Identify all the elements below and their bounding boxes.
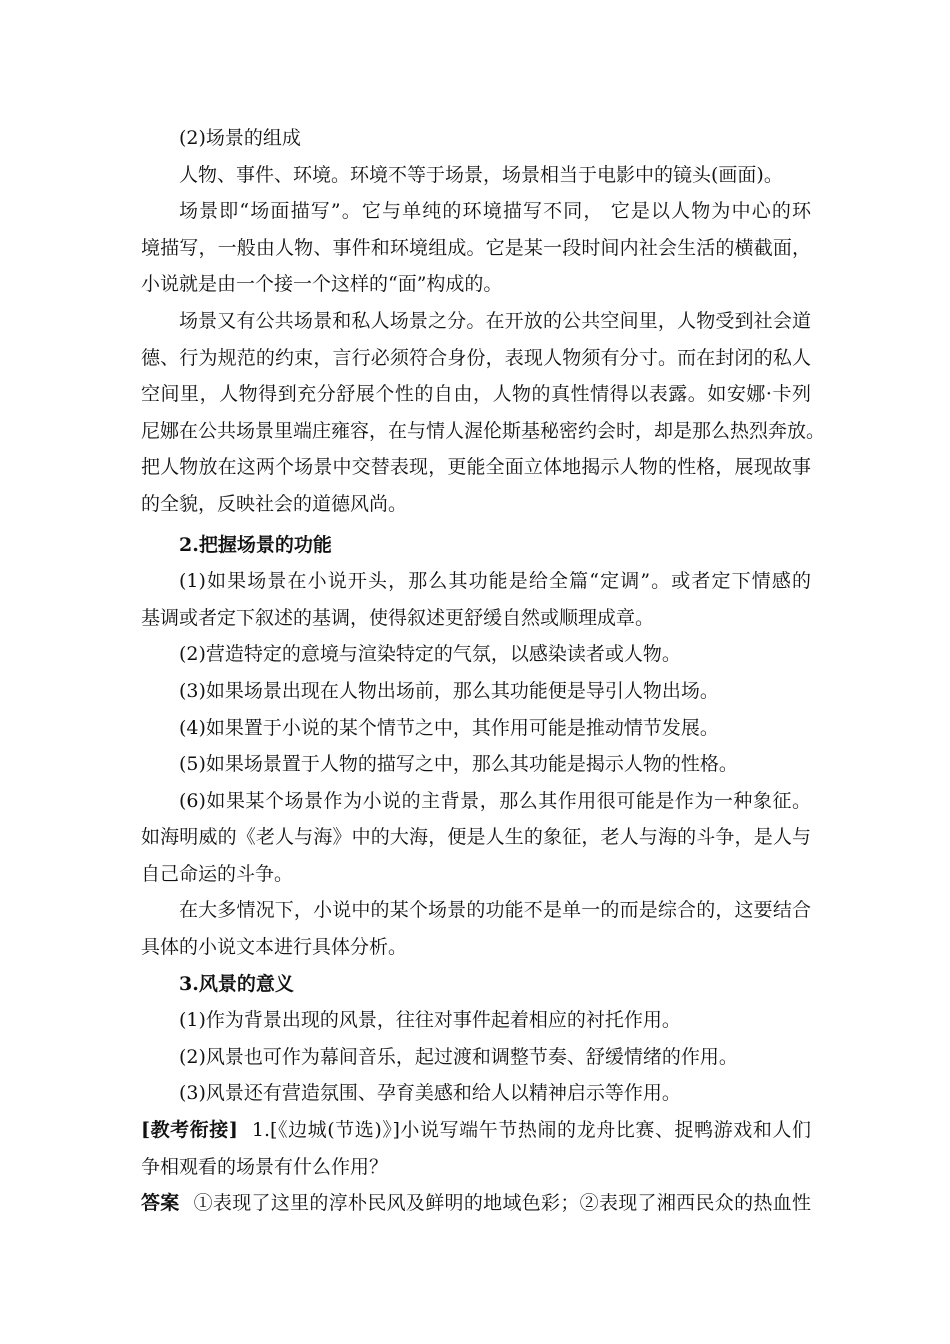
section-label: 答案	[141, 1192, 180, 1215]
line-text: 如海明威的《老人与海》中的大海，便是人生的象征，老人与海的斗争，是人与	[141, 826, 811, 849]
text-line	[141, 486, 811, 523]
paragraph	[141, 527, 811, 564]
text-line	[141, 600, 811, 637]
line-text: 具体的小说文本进行具体分析。	[141, 936, 408, 959]
text-line	[141, 303, 811, 340]
paragraph	[141, 892, 811, 965]
line-text: 在大多情况下，小说中的某个场景的功能不是单一的而是综合的，这要结合	[179, 899, 811, 922]
paragraph	[141, 783, 811, 893]
paragraph	[141, 710, 811, 747]
line-text: (3)如果场景出现在人物出场前，那么其功能便是导引人物出场。	[179, 679, 719, 702]
paragraph	[141, 120, 811, 157]
text-line	[141, 746, 811, 783]
paragraph	[141, 157, 811, 194]
line-text: (1)如果场景在小说开头，那么其功能是给全篇“定调”。或者定下情感的	[179, 570, 811, 593]
text-line	[141, 230, 811, 267]
text-line	[141, 636, 811, 673]
line-text: (3)风景还有营造氛围、孕育美感和给人以精神启示等作用。	[179, 1082, 681, 1105]
paragraph	[141, 1002, 811, 1039]
text-line	[141, 819, 811, 856]
text-line	[141, 710, 811, 747]
text-line	[141, 892, 811, 929]
paragraph	[141, 966, 811, 1003]
paragraph	[141, 303, 826, 523]
text-line	[141, 1149, 811, 1186]
text-line	[141, 120, 811, 157]
paragraph	[141, 193, 811, 303]
line-text: 3.风景的意义	[179, 972, 294, 995]
text-line	[141, 376, 811, 413]
text-line	[141, 527, 811, 564]
text-line	[141, 673, 811, 710]
text-line	[141, 1075, 811, 1112]
text-line	[141, 157, 811, 194]
text-line	[141, 340, 811, 377]
paragraph	[141, 746, 811, 783]
paragraph	[141, 1039, 811, 1076]
line-text: 空间里，人物得到充分舒展个性的自由，人物的真性情得以表露。如安娜·卡列	[141, 383, 811, 406]
line-text: 的全貌，反映社会的道德风尚。	[141, 492, 408, 515]
paragraph	[141, 1112, 811, 1185]
paragraph	[141, 636, 811, 673]
line-text: 争相观看的场景有什么作用？	[141, 1155, 389, 1178]
text-line	[141, 783, 811, 820]
line-text: (2)营造特定的意境与渲染特定的气氛，以感染读者或人物。	[179, 643, 681, 666]
line-text: (2)场景的组成	[179, 127, 301, 149]
line-text: 境描写，一般由人物、事件和环境组成。它是某一段时间内社会生活的横截面，	[141, 236, 811, 259]
text-line	[141, 1039, 811, 1076]
text-line	[141, 266, 811, 303]
document-page	[141, 120, 826, 1222]
paragraph	[141, 563, 811, 636]
line-text: (6)如果某个场景作为小说的主背景，那么其作用很可能是作为一种象征。	[179, 789, 811, 812]
text-line	[141, 929, 811, 966]
text-line	[141, 193, 811, 230]
text-line	[141, 1112, 811, 1149]
line-text: (5)如果场景置于人物的描写之中，那么其功能是揭示人物的性格。	[179, 753, 738, 776]
text-line	[141, 856, 811, 893]
text-line	[141, 966, 811, 1003]
line-text: 基调或者定下叙述的基调，使得叙述更舒缓自然或顺理成章。	[141, 606, 655, 629]
text-line	[141, 1185, 811, 1222]
text-line	[141, 1002, 811, 1039]
line-text: 尼娜在公共场景里端庄雍容，在与情人渥伦斯基秘密约会时，却是那么热烈奔放。	[141, 419, 826, 442]
line-text: ①表现了这里的淳朴民风及鲜明的地域色彩；②表现了湘西民众的热血性	[193, 1192, 811, 1215]
text-line	[141, 449, 811, 486]
text-line	[141, 413, 826, 450]
line-text: 人物、事件、环境。环境不等于场景，场景相当于电影中的镜头(画面)。	[179, 163, 783, 186]
paragraph	[141, 1075, 811, 1112]
line-text: 1.[《边城(节选)》]小说写端午节热闹的龙舟比赛、捉鸭游戏和人们	[251, 1119, 811, 1142]
line-text: 自己命运的斗争。	[141, 862, 294, 885]
line-text: 2.把握场景的功能	[179, 533, 332, 556]
paragraph	[141, 673, 811, 710]
line-text: 场景即“场面描写”。它与单纯的环境描写不同， 它是以人物为中心的环	[179, 200, 811, 223]
section-label: [教考衔接]	[141, 1119, 238, 1142]
line-text: 小说就是由一个接一个这样的“面”构成的。	[141, 273, 503, 296]
line-text: (2)风景也可作为幕间音乐，起过渡和调整节奏、舒缓情绪的作用。	[179, 1045, 738, 1068]
line-text: 场景又有公共场景和私人场景之分。在开放的公共空间里，人物受到社会道	[179, 309, 811, 332]
line-text: (4)如果置于小说的某个情节之中，其作用可能是推动情节发展。	[179, 716, 719, 739]
line-text: (1)作为背景出现的风景，往往对事件起着相应的衬托作用。	[179, 1009, 681, 1032]
line-text: 德、行为规范的约束，言行必须符合身份，表现人物须有分寸。而在封闭的私人	[141, 346, 811, 369]
paragraph	[141, 1185, 811, 1222]
text-line	[141, 563, 811, 600]
line-text: 把人物放在这两个场景中交替表现，更能全面立体地揭示人物的性格，展现故事	[141, 456, 811, 479]
